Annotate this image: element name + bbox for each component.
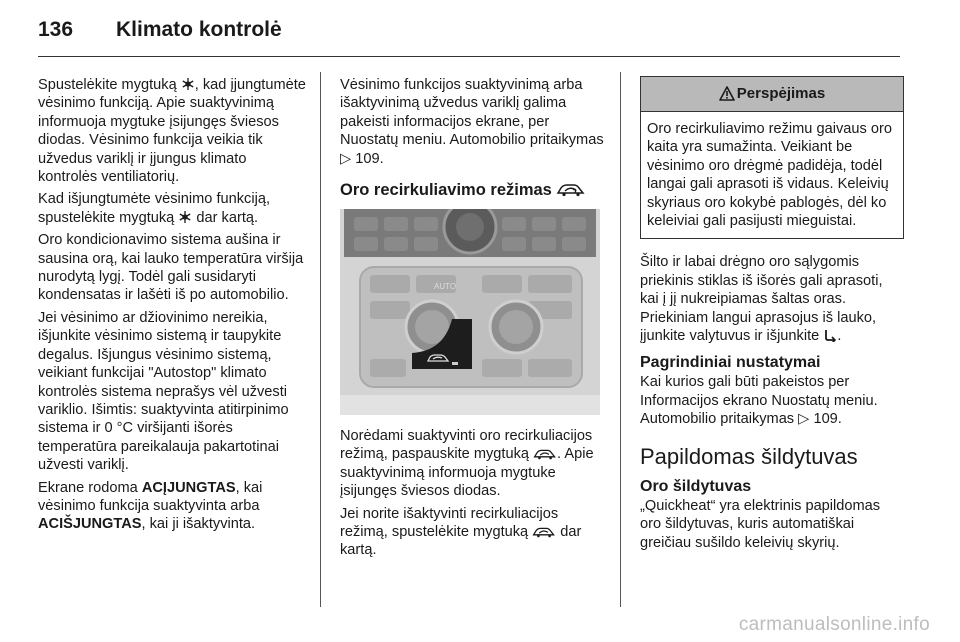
paragraph: Vėsinimo funkcijos suaktyvinimą arba išaktyvinimą užvedus variklį galima pakeisti informacijos ekrane, per Nuostatų meniu. Automobilio pritaikymas ▷ 109. [340,77,604,167]
page-reference-arrow-icon: ▷ [340,150,356,167]
header-divider [38,56,900,57]
paragraph: „Quickheat“ yra elektrinis papildomas oro šildytuvas, kuris automatiškai greičiau sušildo keleivių skyrių. [640,497,881,551]
warning-header: Perspėjimas [641,77,903,112]
recirculation-car-icon [532,526,556,538]
subsection-heading: Pagrindiniai nustatymai [640,354,821,372]
column-divider [320,72,321,607]
column-left [38,76,308,538]
section-title: Papildomas šildytuvas [640,443,858,469]
paragraph: Kai kurios gali būti pakeistos per Informacijos ekrano Nuostatų meniu. Automobilio pritaikymas ▷ 109. [640,374,878,428]
page-number: 136 [38,18,74,41]
paragraph: Kad išjungtumėte vėsinimo funkciją, spustelėkite mygtuką dar kartą. [38,191,270,226]
column-middle [340,76,608,564]
recirculation-car-icon [556,182,586,197]
paragraph: Šilto ir labai drėgno oro sąlygomis priekinis stiklas iš išorės gali aprasoti, kai į jį nukreipiamas šaltas oras. Priekiniam langui aprasojus iš lauko, įjunkite valytuvus ir išjunkite . [640,254,883,345]
paragraph: Ekrane rodoma ACĮJUNGTAS, kai vėsinimo funkcija suaktyvinta arba ACIŠJUNGTAS, kai ji išaktyvinta. [38,479,263,533]
paragraph: Spustelėkite mygtuką , kad įjungtumėte vėsinimo funkciją. Apie suaktyvinimą informuoja mygtuke įsijungęs šviesos diodas. Vėsinimo funkcija veikia tik užvedus variklį ir įjungus klimato kontrolės ventiliatorių. [38,77,306,186]
snowflake-icon [178,210,192,224]
column-divider [620,72,621,607]
panel-auto-label: AUTO [434,282,457,292]
page-title: Klimato kontrolė [116,18,282,41]
snowflake-icon [181,77,195,91]
air-recirculation-icon [823,329,837,342]
paragraph: Oro kondicionavimo sistema aušina ir sausina orą, kai lauko temperatūra viršija nurodytą lygį. Todėl gali susidaryti kondensatas ir lašėti iš po automobilio. [38,232,304,304]
warning-text: Oro recirkuliavimo režimu gaivaus oro kaita yra sumažinta. Veikiant be vėsinimo oro drėgmė padidėja, todėl langai gali aprasoti iš vidaus. Keleivių skyriaus oro kokybė pablogės, dėl ko keleiviai gali pasijusti mieguistai. [647,121,892,230]
paragraph: Jei norite išaktyvinti recirkuliacijos režimą, spustelėkite mygtuką dar kartą. [340,505,582,559]
watermark: carmanualsonline.info [738,614,930,635]
page-reference-arrow-icon: ▷ [798,411,814,428]
climate-control-panel-photo [340,209,600,415]
warning-triangle-icon [719,86,735,101]
section-heading: Oro recirkuliavimo režimas [340,180,608,201]
subsection-heading: Oro šildytuvas [640,477,752,495]
recirculation-car-icon [533,448,557,460]
warning-box [640,76,904,239]
paragraph: Jei vėsinimo ar džiovinimo nereikia, išjunkite vėsinimo sistemą ir taupykite degalus. Išjungus vėsinimo sistemą, veikiant funkcijai "Autostop" klimato kontrolės sistema neprašys vėl užvesti variklio. Išimtis: suaktyvinta atitirpinimo sistema ir 0 °C viršijanti išorės temperatūra pareikalauja pakartotinai užvesti variklį. [38,309,289,474]
column-right [640,76,904,556]
paragraph: Norėdami suaktyvinti oro recirkuliacijos režimą, paspauskite mygtuką . Apie suaktyvinimą informuoja mygtuke įsijungęs šviesos diodas. [340,428,594,500]
